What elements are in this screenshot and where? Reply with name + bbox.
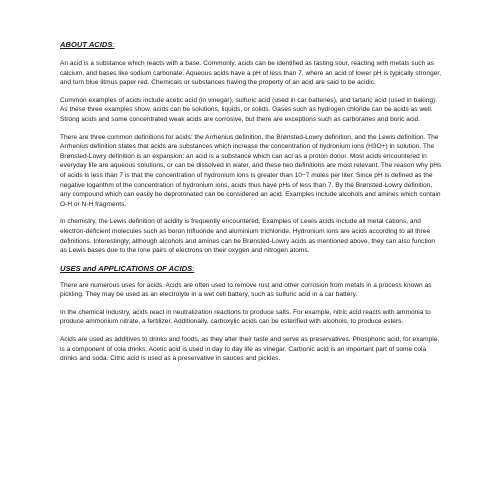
section-heading-about-acids [60,40,442,50]
paragraph: There are numerous uses for acids. Acids are often used to remove rust and other corrosion from metals in a process known as pickling. They may be used as an electrolyte in a wet cell battery, such as sulfuric acid in a car battery. [60,281,432,299]
document-page [60,40,442,372]
paragraph: Acids are used as additives to drinks and foods, as they alter their taste and serve as preservatives. Phosphoric acid, for example, is a component of cola drinks. Acetic acid is used in day to day life as vinegar. Carbonic acid is an important part of some cola drinks and soda. Citric acid is used as a preservative in sauces and pickles. [60,336,440,363]
paragraph: An acid is a substance which reacts with a base. Commonly, acids can be identified as tasting sour, reacting with metals such as calcium, and bases like sodium carbonate. Aqueous acids have a pH of less than 7, where an acid of lower pH is typically stronger, and turn blue litmus paper red. Chemicals or substances having the property of an acid are said to be acidic. [60,60,442,87]
heading-text: USES and APPLICATIONS OF ACIDS [60,263,193,273]
paragraph: There are three common definitions for acids: the Arrhenius definition, the Brønsted-Lowry definition, and the Lewis definition. The Arrhenius definition states that acids are substances which increase the concentration of hydronium ions (H3O+) in solution. The Brønsted-Lowry definition is an expansion: an acid is a substance which can act as a proton donor. Most acids encountered in everyday life are aqueous solutions, or can be dissolved in water, and these two definitions are most relevant. The reason why pHs of acids is less than 7 is that the concentration of hydronium ions is greater than 10−7 moles per liter. Since pH is defined as the negative logarithm of the concentration of hydronium ions, acids thus have pHs of less than 7. By the Brønsted-Lowry definition, any compound which can easily be deprotonated can be considered an acid. Examples include alcohols and amines which contain O-H or N-H fragments. [60,133,442,208]
section-heading-uses-applications [60,264,442,274]
heading-text: ABOUT ACIDS [60,40,113,49]
paragraph: In the chemical industry, acids react in neutralization reactions to produce salts. For example, nitric acid reacts with ammonia to produce ammonium nitrate, a fertilizer. Additionally, carboxylic acids can be esterified with alcohols, to produce esters. [60,308,431,326]
paragraph: Common examples of acids include acetic acid (in vinegar), sulfuric acid (used in car batteries), and tartaric acid (used in baking). As these three examples show, acids can be solutions, liquids, or solids. Gases such as hydrogen chloride can be acids as well. Strong acids and some concentrated weak acids are corrosive, but there are exceptions such as carboranes and boric acid. [60,96,438,123]
heading-colon: : [192,263,195,273]
heading-colon: : [112,40,115,49]
paragraph: In chemistry, the Lewis definition of acidity is frequently encountered. Examples of Lewis acids include all metal cations, and electron-deficient molecules such as boron trifluoride and aluminium trichloride. Hydronium ions are acids according to all three definitions. Interestingly, although alcohols and amines can be Brønsted-Lowry acids as mentioned above, they can also function as Lewis bases due to the lone pairs of electrons on their oxygen and nitrogen atoms. [60,218,436,255]
